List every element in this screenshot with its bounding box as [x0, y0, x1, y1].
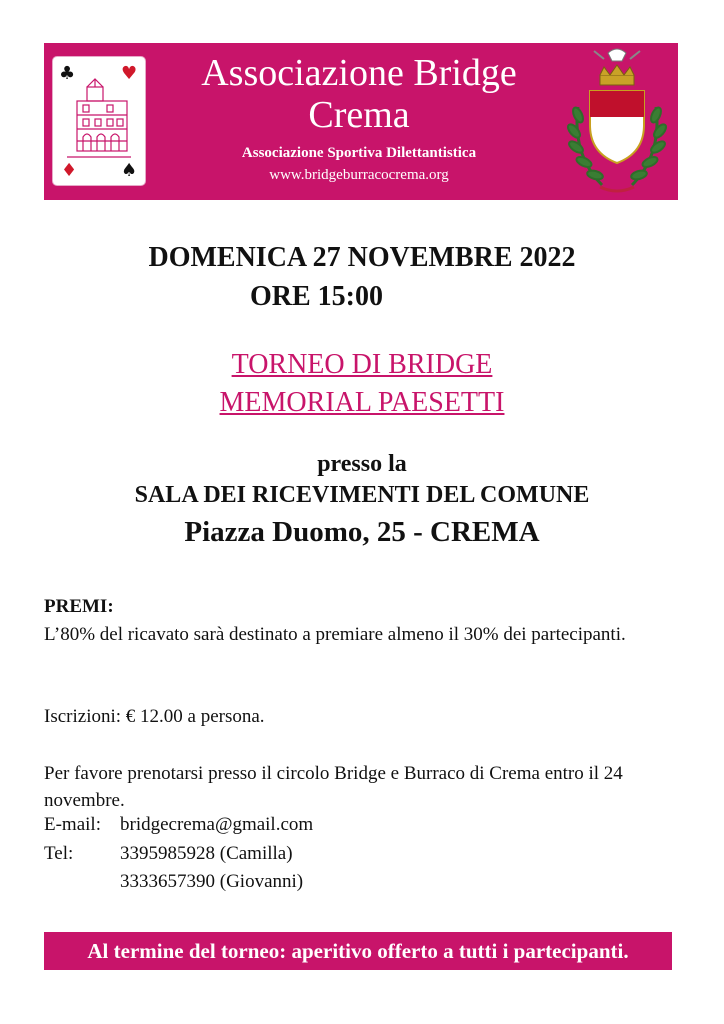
phone-label: Tel: [44, 843, 74, 864]
email-address[interactable]: bridgecrema@gmail.com [120, 814, 314, 835]
venue-name: SALA DEI RICEVIMENTI DEL COMUNE [134, 482, 590, 508]
prizes-heading: PREMI: [44, 596, 114, 617]
header-banner [44, 43, 678, 200]
event-date: DOMENICA 27 NOVEMBRE 2022 [148, 242, 576, 273]
event-time: ORE 15:00 [250, 281, 383, 312]
venue-intro: presso la [317, 451, 407, 477]
association-title-line2: Crema [308, 94, 410, 136]
svg-text:♥: ♥ [121, 63, 138, 84]
association-title [144, 52, 574, 136]
booking-text: Per favore prenotarsi presso il circolo Bridge e Burraco di Crema entro il 24 novembre. [44, 763, 623, 811]
phone-number-camilla[interactable]: 3395985928 (Camilla) [120, 843, 293, 864]
fee-text: Iscrizioni: € 12.00 a persona. [44, 706, 265, 727]
svg-text:♦: ♦ [61, 160, 78, 181]
playing-card-logo-icon [52, 56, 146, 186]
svg-text:♠: ♠ [121, 160, 138, 181]
svg-text:♣: ♣ [59, 63, 76, 84]
phone-number-giovanni[interactable]: 3333657390 (Giovanni) [120, 871, 304, 892]
association-subtitle: Associazione Sportiva Dilettantistica [241, 145, 477, 161]
venue-address: Piazza Duomo, 25 - CREMA [184, 516, 540, 548]
association-title-line1: Associazione Bridge [201, 52, 517, 94]
prizes-text: L’80% del ricavato sarà destinato a premiare almeno il 30% dei partecipanti. [44, 624, 626, 645]
website-link[interactable]: www.bridgeburracocrema.org [269, 167, 449, 183]
footer-banner: Al termine del torneo: aperitivo offerto a tutti i partecipanti. [44, 932, 672, 970]
coat-of-arms-icon [564, 45, 670, 199]
email-label: E-mail: [44, 814, 101, 835]
event-title-line1: TORNEO DI BRIDGE [231, 349, 493, 380]
event-title-line2: MEMORIAL PAESETTI [219, 387, 505, 418]
